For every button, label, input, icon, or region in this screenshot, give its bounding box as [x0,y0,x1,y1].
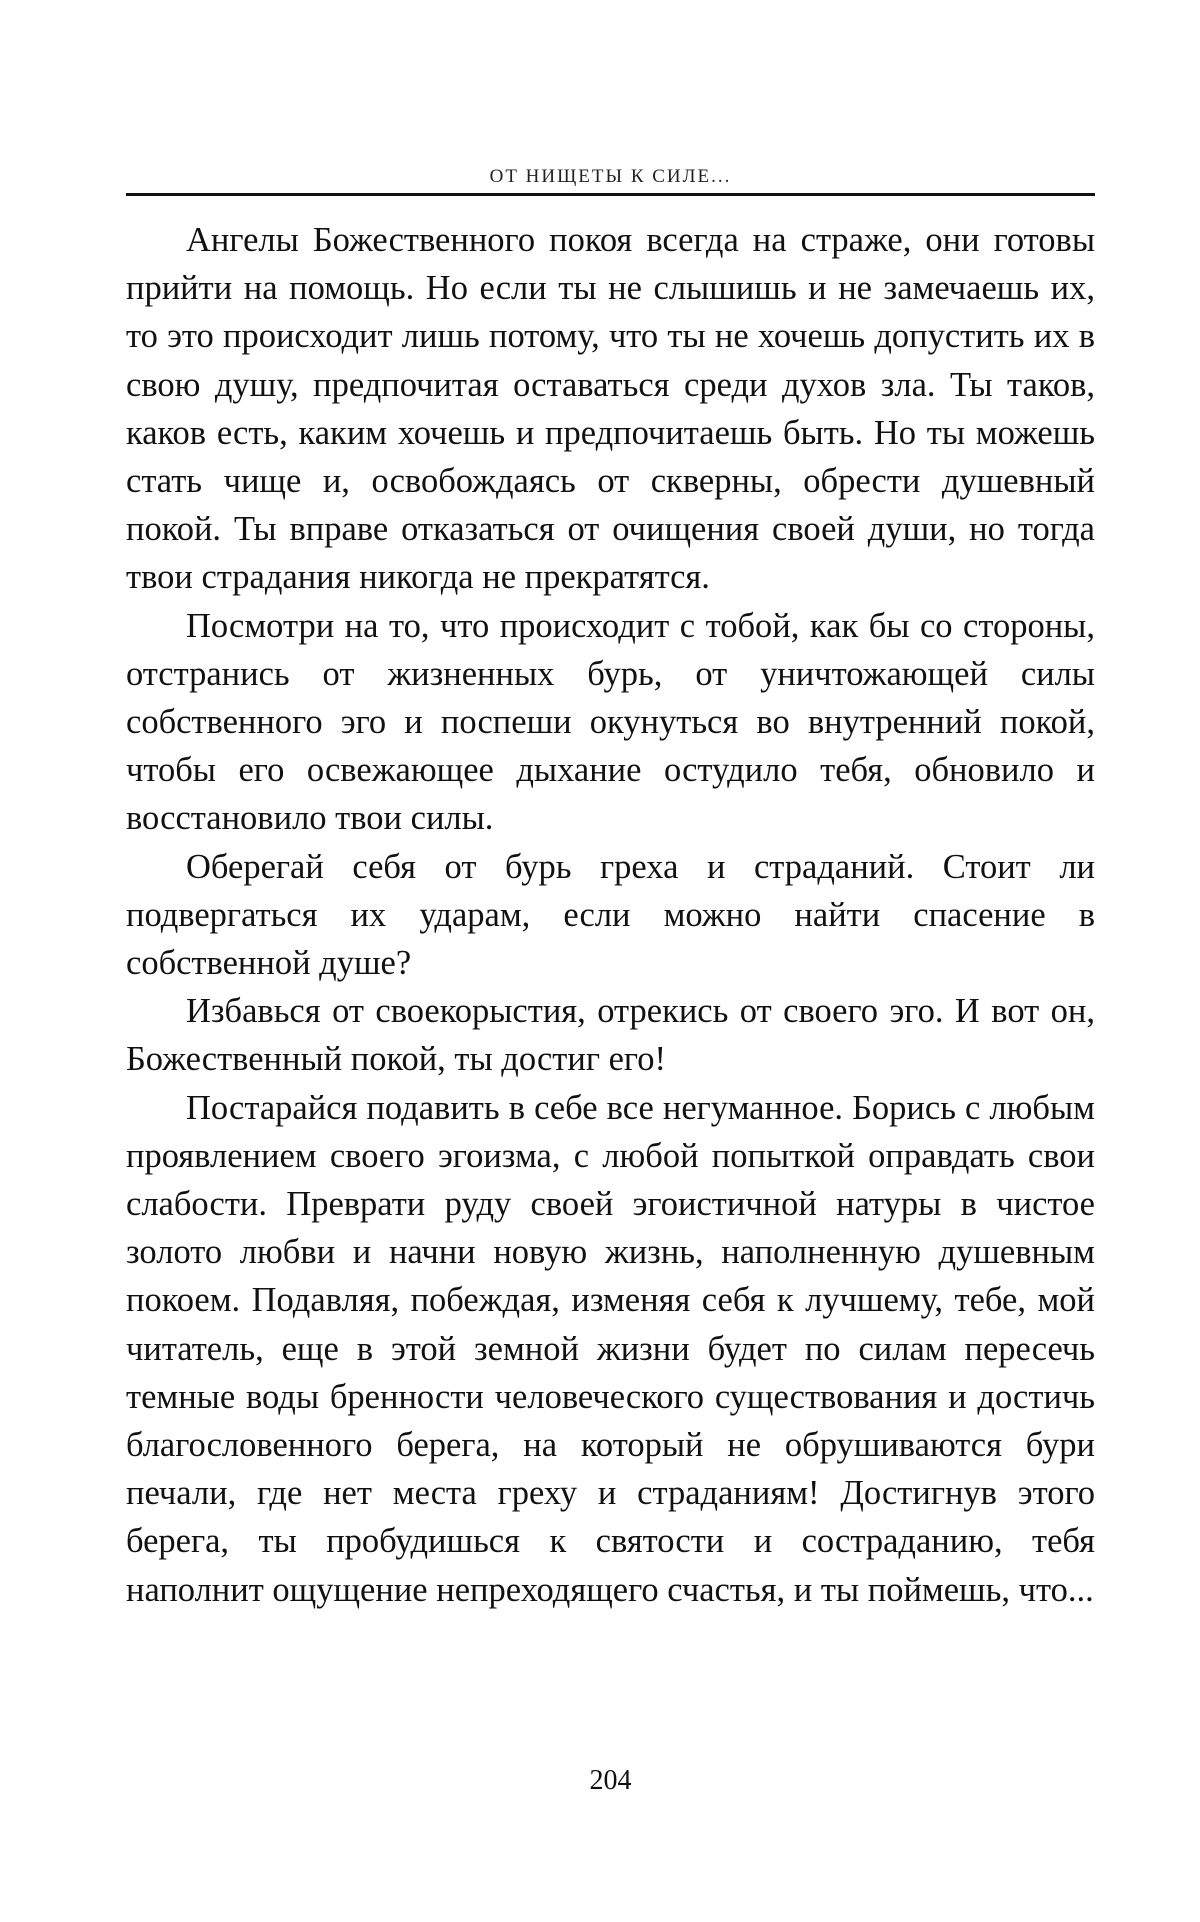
paragraph: Избавься от своекорыстия, отрекись от своего эго. И вот он, Божественный покой, ты достиг его! [126,992,1095,1079]
paragraph: Постарайся подавить в себе все негуманное. Борись с любым проявлением своего эгоизма, с любой попыткой оправдать свои слабости. Преврати руду своей эгоистичной натуры в чистое золото любви и начни новую жизнь, наполненную душевным покоем. Подавляя, побеждая, изменяя себя к лучшему, тебе, мой читатель, еще в этой земной жизни будет по силам пересечь темные воды бренности человеческого существования и достичь благословенного берега, на который не обрушиваются бури печали, где нет места греху и страданиям! Достигнув этого берега, ты пробудишься к святости и состраданию, тебя наполнит ощущение непреходящего счастья, и ты поймешь, что... [126,1088,1095,1609]
page-number: 204 [589,1765,632,1796]
header-rule [126,193,1095,196]
running-header: ОТ НИЩЕТЫ К СИЛЕ... [489,166,732,187]
paragraph: Ангелы Божественного покоя всегда на страже, они готовы прийти на помощь. Но если ты не слышишь и не замечаешь их, то это происходит лишь потому, что ты не хочешь допустить их в свою душу, предпочитая оставаться среди духов зла. Ты таков, каков есть, каким хочешь и предпочитаешь быть. Но ты можешь стать чище и, освобождаясь от скверны, обрести душевный покой. Ты вправе отказаться от очищения своей души, но тогда твои страдания никогда не прекратятся. [126,221,1095,597]
body-text [126,216,1095,1614]
paragraph: Посмотри на то, что происходит с тобой, как бы со стороны, отстранись от жизненных бурь, от уничтожающей силы собственного эго и поспеши окунуться во внутренний покой, чтобы его освежающее дыхание остудило тебя, обновило и восстановило твои силы. [126,606,1095,838]
paragraph: Оберегай себя от бурь греха и страданий. Стоит ли подвергаться их ударам, если можно найти спасение в собственной душе? [126,847,1095,983]
